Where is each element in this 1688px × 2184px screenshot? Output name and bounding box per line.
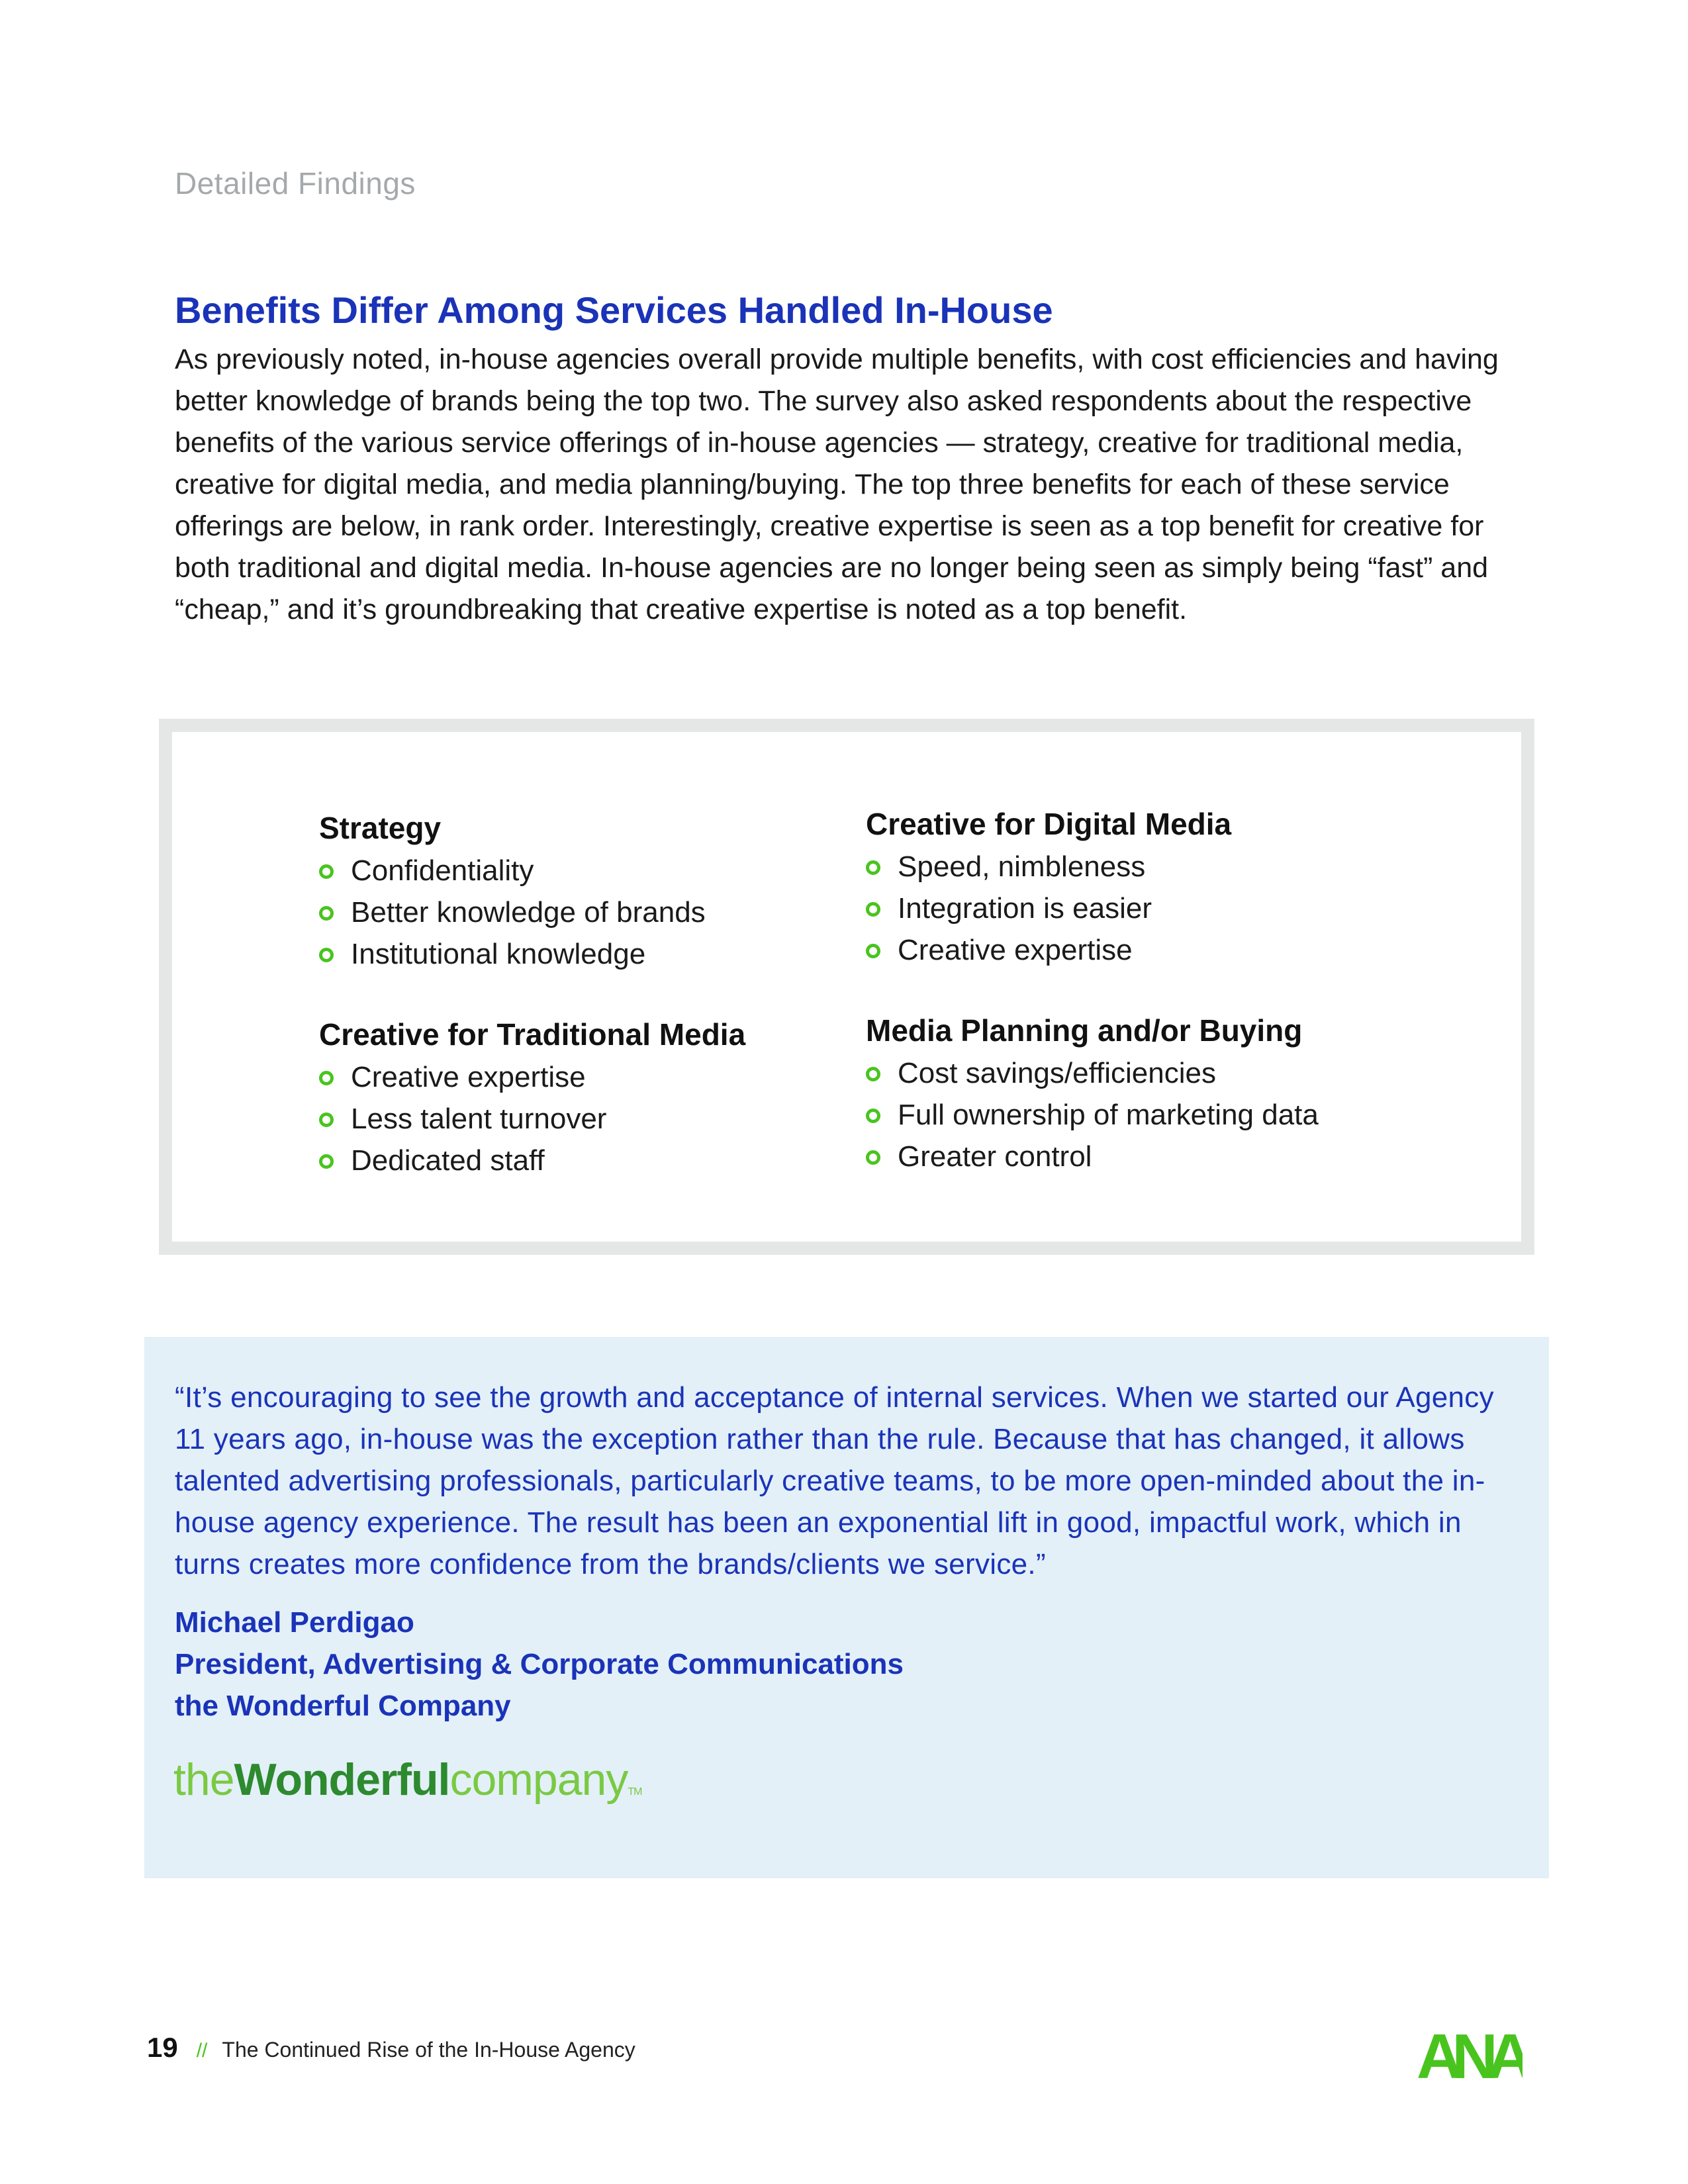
wonderful-company-logo: theWonderfulcompanyTM (173, 1754, 642, 1805)
quote-author-role: President, Advertising & Corporate Communications (175, 1648, 904, 1680)
bullet-circle-icon (319, 1154, 334, 1169)
ana-logo-letters: ANA (1417, 2021, 1523, 2085)
ana-logo (1417, 2012, 1523, 2085)
benefit-list (866, 1052, 1395, 1177)
benefit-list (319, 1056, 849, 1181)
footer-separator: // (196, 2040, 208, 2062)
page-footer (147, 2032, 635, 2064)
benefit-group-traditional (319, 1013, 849, 1181)
footer-doc-title: The Continued Rise of the In-House Agency (222, 2038, 635, 2062)
benefit-list (866, 846, 1395, 971)
bullet-circle-icon (866, 1150, 880, 1165)
bullet-circle-icon (866, 1067, 880, 1081)
section-label: Detailed Findings (175, 166, 416, 201)
quote-attribution (175, 1602, 904, 1727)
bullet-circle-icon (866, 1109, 880, 1123)
benefit-group-title: Media Planning and/or Buying (866, 1013, 1303, 1048)
benefit-item: Cost savings/efficiencies (866, 1052, 1395, 1094)
quote-box (144, 1337, 1549, 1878)
bullet-circle-icon (866, 944, 880, 958)
bullet-circle-icon (319, 1071, 334, 1085)
bullet-circle-icon (319, 906, 334, 921)
bullet-circle-icon (866, 860, 880, 875)
benefit-item: Greater control (866, 1136, 1395, 1177)
benefit-list (319, 850, 849, 975)
benefit-group-title: Creative for Digital Media (866, 807, 1232, 841)
bullet-circle-icon (319, 864, 334, 879)
bullet-circle-icon (866, 902, 880, 917)
benefit-group-title: Creative for Traditional Media (319, 1017, 746, 1052)
bullet-circle-icon (319, 948, 334, 962)
benefit-item: Creative expertise (866, 929, 1395, 971)
benefits-box (159, 719, 1534, 1255)
intro-paragraph: As previously noted, in-house agencies overall provide multiple benefits, with cost efficiencies and having better knowledge of brands being the top two. The survey also asked respondents about the respective benefits of the various service offerings of in-house agencies — strategy, creative for traditional media, creative for digital media, and media planning/buying. The top three benefits for each of these service offerings are below, in rank order. Interestingly, creative expertise is seen as a top benefit for creative for both traditional and digital media. In-house agencies are no longer being seen as simply being “fast” and “cheap,” and it’s groundbreaking that creative expertise is noted as a top benefit. (175, 343, 1499, 625)
quote-author-company: the Wonderful Company (175, 1690, 511, 1722)
ana-logo-icon (1417, 2012, 1523, 2085)
quote-author-name: Michael Perdigao (175, 1606, 414, 1639)
benefit-item: Confidentiality (319, 850, 849, 891)
benefit-item: Less talent turnover (319, 1098, 849, 1140)
page-number: 19 (147, 2032, 178, 2063)
benefit-item: Creative expertise (319, 1056, 849, 1098)
benefit-group-strategy (319, 806, 849, 975)
benefit-group-media (866, 1009, 1395, 1177)
bullet-circle-icon (319, 1113, 334, 1127)
benefit-item: Full ownership of marketing data (866, 1094, 1395, 1136)
benefit-item: Better knowledge of brands (319, 891, 849, 933)
benefit-group-digital (866, 802, 1395, 971)
benefit-item: Institutional knowledge (319, 933, 849, 975)
quote-text: “It’s encouraging to see the growth and acceptance of internal services. When we started our Agency 11 years ago, in-house was the exception rather than the rule. Because that has changed, it allows talented advertising professionals, particularly creative teams, to be more open-minded about the in-house agency experience. The result has been an exponential lift in good, impactful work, which in turns creates more confidence from the brands/clients we service.” (175, 1381, 1494, 1580)
benefit-item: Speed, nimbleness (866, 846, 1395, 887)
page-heading: Benefits Differ Among Services Handled In-House (175, 289, 1053, 331)
benefit-item: Dedicated staff (319, 1140, 849, 1181)
benefit-group-title: Strategy (319, 811, 442, 845)
benefit-item: Integration is easier (866, 887, 1395, 929)
